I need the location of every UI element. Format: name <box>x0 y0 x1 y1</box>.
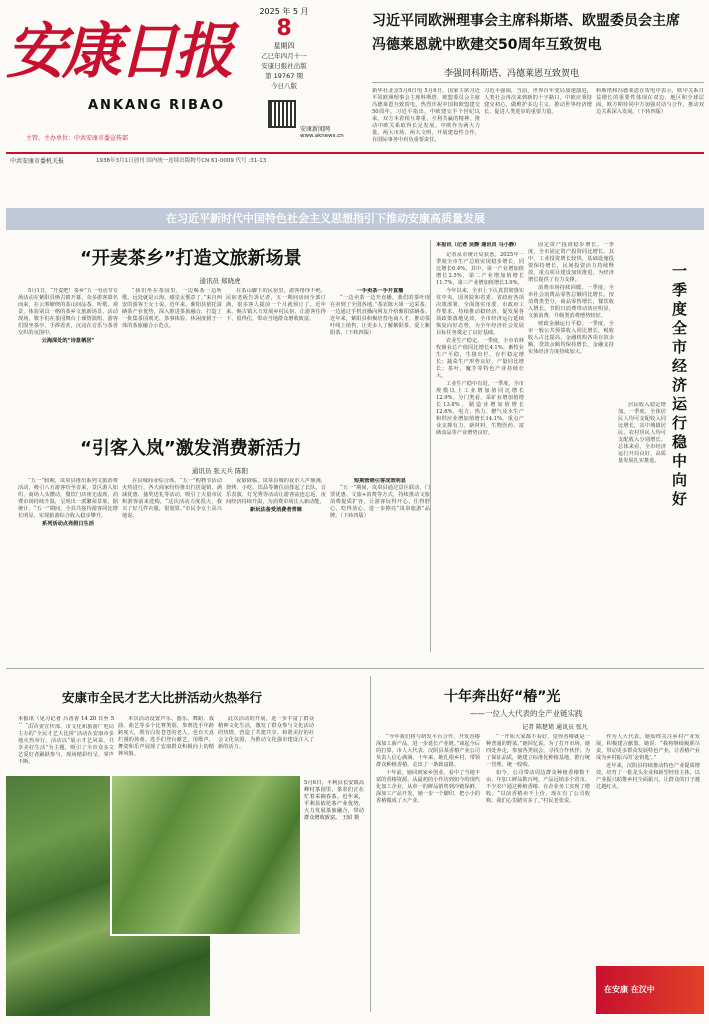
economy-body1: 记者从市统计局获悉，2025年一季度全市生产总值实现稳步增长，同比增长6.4%。其中，第一产业增加值增长2.5%，第二产业增加值增长11.7%，第三产业增加值增长3.9%。 <box>436 252 524 286</box>
masthead-logo: 安康日报 <box>6 17 230 87</box>
lead-col3: 科斯塔和冯德莱恩在贺电中表示，欧中关系日益增长的重要性体现在双边、地区和全球层面。欧方期待同中方加强对话与合作，推动双边关系深入发展。（下转四版） <box>596 88 704 115</box>
masthead-red-rule <box>6 152 704 154</box>
story4-body4: 如今，公司带动周边群众种植香椿数千亩，年加工鲜品数百吨，产品远销多个省市。不少农户通过种植香椿、在企业务工实现了增收。“以前香椿卖不上价，现在有了公司收购，我们心里踏实多了。”村民老张说。 <box>486 770 590 804</box>
site-url[interactable]: www.aknews.cn <box>300 133 344 139</box>
economy-col1 <box>436 252 524 650</box>
photo-caption: 5月6日，平利县长安镇高峰村茶园里，茶农们正在忙着采摘春茶。近年来，平利县依托茶产业优势，大力发展茶旅融合，带动群众增收致富。 王昭 摄 <box>304 780 364 821</box>
story1-body4: “一边卖茶一边开直播，我们的茶叶现在卖到了全国各地。”茶农陈大姐一边采茶，一边通过手机直播向网友介绍紫阳富硒茶。近年来，紫阳县积极培育电商人才，推动茶叶线上销售，让更多人了解紫阳茶、爱上紫阳茶。（下转四版） <box>330 295 430 336</box>
economy-divider <box>430 240 431 652</box>
story4-body6: 近年来，汉阴县持续推动特色产业提质增效，培育了一批龙头企业和新型经营主体，以产业振兴助推乡村全面振兴，让群众的日子越过越红火。 <box>596 763 700 790</box>
publisher: 安康日报社出版 <box>261 62 307 70</box>
story1-title: “开麦茶乡”打造文旅新场景 <box>80 248 302 269</box>
story4-body3: “一开始大家都不看好，觉得香椿就是一种普通的野菜。”她回忆说。为了打开市场，她四处奔走，参加各类展会，寻找合作伙伴；为了保证品质，她建立标准化种植基地，推行统一管理、统一收购。 <box>486 734 590 768</box>
story1-subhead2: 一手卖茶一手开直播 <box>356 288 404 294</box>
masthead-footer-info: 1938年3月1日创刊 国内统一连续出版物号CN 61-0009 代号 :31-13 <box>96 158 267 164</box>
story3-col1: 由市委宣传部、市文化和旅游广电局主办的“全民才艺大比拼”活动在安康市多地火热举行。活动以“展示才艺风采、共享美好生活”为主题，吸引了全市众多文艺爱好者踊跃参与，现场精彩纷呈，掌声不断。 <box>18 724 114 765</box>
lead-rule <box>372 82 704 83</box>
site-name: 安康新闻网 <box>300 126 331 133</box>
story4-byline: 记者 陈楚珺 通讯员 张凡 <box>522 724 588 731</box>
economy-body5: 固定资产投资稳步增长。一季度，全市固定资产投资同比增长。其中，工业投资增长较快，基础设施投资保持增长，民间投资活力持续释放。重点项目建设加快推进，为经济增长提供了有力支撑。 <box>528 242 614 283</box>
story2-subhead3: 短期营销引客成效明显 <box>354 478 406 484</box>
lower-rule <box>6 668 704 669</box>
story1-byline: 通讯员 郑晓虎 <box>199 277 241 285</box>
economy-body4: 工业生产稳中有进。一季度，全市规模以上工业增加值同比增长12.9%。分门类看，采矿业增加值增长13.8%，制造业增加值增长12.6%，电力、热力、燃气及水生产和供应业增加值增长14.1%。重点产业支撑有力，新材料、生物医药、富硒食品等产业增势良好。 <box>436 381 524 436</box>
story4-col2 <box>486 734 590 1010</box>
page-count: 今日八版 <box>271 82 297 90</box>
story2-subhead1: 系列活动点亮假日生活 <box>42 521 94 527</box>
date-day: 8 <box>276 16 292 41</box>
theme-banner-text: 在习近平新时代中国特色社会主义思想指引下推动安康高质量发展 <box>166 212 485 225</box>
story4-subtitle: ——一位人大代表的全产业链实践 <box>470 709 583 718</box>
story4-body5: 作为人大代表，她始终关注乡村产业发展，积极建言献策。她说：“我将继续履职尽责，带动更多群众发展特色产业，让香椿产业成为乡村振兴的‘金钥匙’。” <box>596 734 700 761</box>
story1-body2: “我们坐在茶园里，一边喝茶一边听歌，远处就是云海，感觉太惬意了。”来自西安的游客王女士说。近年来，紫阳县依托富硒茶产业优势，深入推进茶旅融合，打造了一批集茶园观光、茶事体验、休闲度假于一体的茶旅融合示范点。 <box>122 288 222 329</box>
story3-byline: 本报讯（见习记者 吕香香 14 20 日至 5 <box>18 716 114 722</box>
story2-body2: 在县城商业综合体，“五一”购物节活动火热进行，各大商家纷纷推出打折促销、满减优惠、抽奖送礼等活动，吸引了大量市民和游客前来选购。“这次活动力度很大，我买了好几件衣服，很划算。”市民李女士高兴地说。 <box>122 478 222 519</box>
story1-subhead1: 云海深处的“诗意栖居” <box>41 338 95 344</box>
footer-ad-banner[interactable] <box>596 966 704 1014</box>
lead-col1: 新华社北京5月6日电 5月6日，国家主席习近平同欧洲理事会主席科斯塔、欧盟委员会主席冯德莱恩互致贺电，热烈庆祝中国和欧盟建交50周年。习近平指出，中欧建交半个世纪以来，双方本着相互尊重、互利共赢的精神，推动中欧关系取得长足发展。中欧作为两大力量、两大市场、两大文明，开展建设性合作，在国际事务中肩负重要责任。 <box>372 88 480 143</box>
story2-subhead2: 新玩法备受消费者青睐 <box>250 507 302 513</box>
story2-title: “引客入岚”激发消费新活力 <box>80 438 302 459</box>
economy-col2 <box>528 242 614 650</box>
economy-body3: 农业生产稳定。一季度，全市农林牧渔业总产值同比增长4.1%。畜牧业生产平稳，生猪出栏、存栏稳定增长；蔬菜生产形势良好，产量同比增长；茶叶、魔芋等特色产业持续壮大。 <box>436 338 524 379</box>
story4-col1 <box>376 734 480 1010</box>
story3-col2: 本次活动设置声乐、器乐、舞蹈、戏曲、曲艺等多个比赛类别，参赛选手年龄跨度大，既有白发苍苍的老人，也有天真烂漫的孩童。选手们登台献艺，用歌声、舞姿和乐声展现了安康群众积极向上的精神风貌。 <box>118 716 214 757</box>
story4-title: 十年奔出好“椿”光 <box>444 689 561 705</box>
story3-title: 安康市全民才艺大比拼活动火热举行 <box>62 690 263 705</box>
lead-col2: 习近平强调，当前，世界百年变局加速演进，人类社会再次来到新的十字路口，中欧应秉持建交初心，做维护多边主义、推动世界经济增长、促进人类进步的重要力量。 <box>484 88 592 115</box>
economy-body6: 消费市场持续回暖。一季度，全市社会消费品零售总额同比增长。按消费类型分，商品零售增长，餐饮收入增长。节假日消费带动效应明显，文旅消费、升级类消费增势较好。 <box>528 285 614 319</box>
story1-body1: 5月1日，“开麦吧！茶乡”五一劳动节专场活动在紫阳县焕古镇开幕，众多游客慕名而来，在云雾缭绕的茶山间品茶、听歌、观景，体验别具一格的茶乡文旅新场景。活动现场，歌手们在茶园舞台上倾情演唱，游客们围坐茶亭，手捧香茗，沉浸在音乐与茶香交织的氛围中。 <box>18 288 118 336</box>
economy-body7: 财政金融运行平稳。一季度，全市一般公共预算收入同比增长，税收收入占比提高。金融机构各项存款余额、贷款余额均保持增长，金融支持实体经济力度持续加大。 <box>528 321 614 355</box>
issue-number: 第 19767 期 <box>265 72 303 80</box>
theme-banner <box>6 208 704 230</box>
story4-divider <box>370 676 371 1012</box>
economy-body8: 居民收入稳定增加。一季度，全体居民人均可支配收入同比增长，其中城镇居民、农村居民人均可支配收入分别增长。总体来看，全市经济运行开局良好，高质量发展扎实推进。 <box>618 402 666 464</box>
story4-body1: “今年我们将与研发平台合作，开发香椿深加工新产品，进一步延长产业链。”谈起今后的打算，市人大代表、汉阴县某香椿产业公司负责人信心满满。十年来，她扎根乡村，带领群众种植香椿，走出了一条致富路。 <box>376 734 480 768</box>
story2-byline: 通讯员 张天兵 陈阳 <box>191 467 249 475</box>
lead-subtitle: 李强同科斯塔、冯德莱恩互致贺电 <box>444 69 580 79</box>
footer-ad-text: 在安康 在汉中 <box>604 985 655 994</box>
economy-title: 一季度全市经济运行稳中向好 <box>672 262 688 508</box>
story1-body3: 在茶山脚下的民宿里，游客络绎不绝。民宿老板告诉记者，五一期间房间全部订满，很多客人提前一个月就预订了。近年来，焕古镇大力发展乡村民宿，让游客住得下、留得住，带动当地群众增收致富。 <box>226 288 326 322</box>
lead-title-line2: 冯德莱恩就中欧建交50周年互致贺电 <box>372 37 602 53</box>
tea-pickers-photo <box>110 776 300 936</box>
story4-body2: 十年前，她回到家乡创业，看中了当地丰富的香椿资源。从最初的小作坊到如今的现代化加工企业，从单一的鲜品销售到冷链保鲜、深加工产品开发，她一步一个脚印，把小小的香椿做成了大产业。 <box>376 770 480 804</box>
story4-col3 <box>596 734 700 960</box>
masthead-footer-left: 中共安康市委机关报 <box>10 158 65 165</box>
story2-body1: “五一”假期，岚皋县推出系列文旅消费活动，吸引八方游客纷至沓来，景区游人如织，商场人头攒动，餐饮门店座无虚席，消费市场持续升温，呈现出一派繁荣景象。据统计，“五一”期间，全县共接待游客同比增长明显，实现旅游综合收入稳步攀升。 <box>18 478 118 519</box>
year-month: 2025 年 5 月 <box>259 7 309 16</box>
lead-title-line1: 习近平同欧洲理事会主席科斯塔、欧盟委员会主席 <box>372 13 680 29</box>
qr-code[interactable] <box>268 100 296 128</box>
story2-body3: 夜幕降临，岚皋县城的夜市人声鼎沸，烧烤、小吃、饮品等摊位前排起了长队。音乐表演、灯光秀等活动让游客流连忘返，夜间经济持续升温，为消费市场注入新动能。 <box>226 478 326 505</box>
story3-col3: 此次活动的开展，进一步丰富了群众精神文化生活，激发了群众参与文化活动的热情，营造了共建共享、和谐美好的社会文化氛围，为推动文化强市建设注入了新的活力。 <box>218 716 314 750</box>
lunar-date: 乙巳年四月十一 <box>261 52 307 60</box>
economy-body2: 今年以来，全市上下认真贯彻落实党中央、国务院和省委、省政府各项决策部署，全面落实市委、市政府工作要求，持续推动稳经济、促发展各项政策落地见效，全市经济运行延续恢复向好态势，为全年经济社会发展目标任务奠定了良好基础。 <box>436 288 524 336</box>
masthead-sponsor: 主管、主办单位：中共安康市委宣传部 <box>26 135 129 142</box>
weekday: 星期四 <box>273 42 295 50</box>
masthead-pinyin: ANKANG RIBAO <box>88 98 226 113</box>
story2-body4: “五一”期间，岚皋县通过景区联动、门票优惠、文旅+消费等方式，持续推动文旅消费提质扩容，让游客玩得开心、住得舒心、吃得放心，进一步擦亮“岚皋旅游”品牌。（下转四版） <box>330 485 430 519</box>
economy-col3 <box>618 402 666 650</box>
economy-byline: 本报讯（记者 吴静 通讯员 马小静） <box>436 242 520 248</box>
